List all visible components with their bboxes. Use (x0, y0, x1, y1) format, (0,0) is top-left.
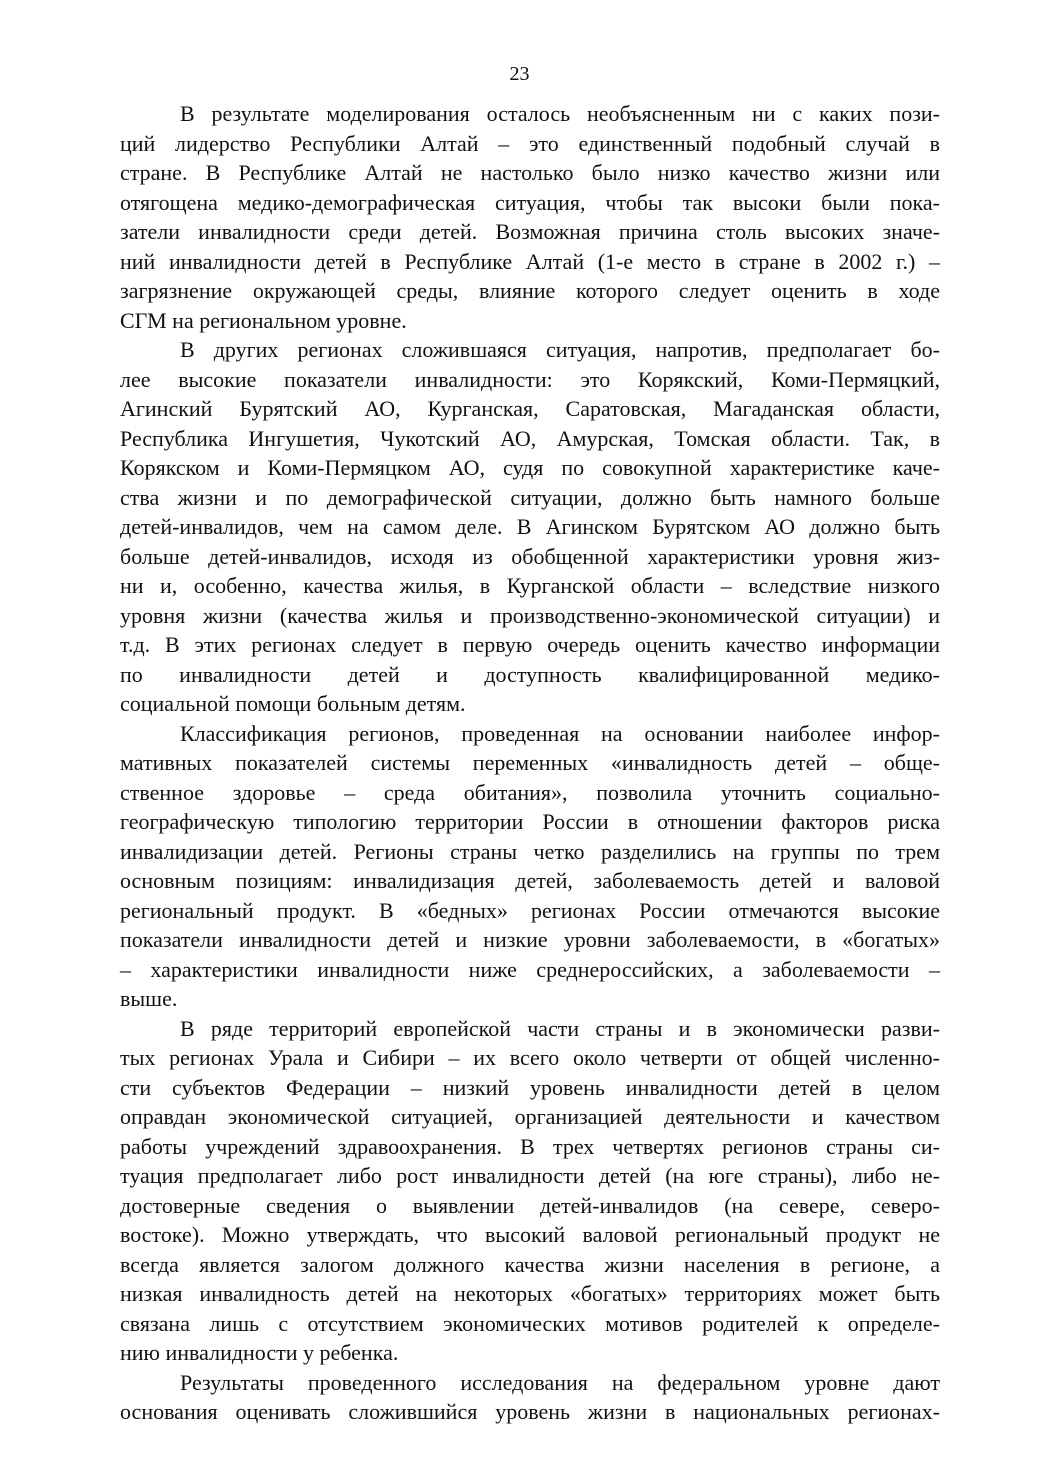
text-line: нию инвалидности у ребенка. (120, 1340, 399, 1365)
text-line: ний инвалидности детей в Республике Алтай (1-е место в стране в 2002 г.) – (120, 248, 940, 274)
paragraph (120, 719, 940, 1014)
text-line: низкая инвалидность детей на некоторых «богатых» территориях может быть (120, 1281, 940, 1306)
text-body (120, 99, 940, 1427)
text-line: больше детей-инвалидов, исходя из обобщенной характеристики уровня жиз- (120, 543, 940, 569)
text-line: затели инвалидности среди детей. Возможная причина столь высоких значе- (120, 219, 940, 244)
text-line: показатели инвалидности детей и низкие уровни заболеваемости, в «богатых» (120, 927, 940, 952)
text-line: работы учреждений здравоохранения. В трех четвертях регионов страны си- (120, 1133, 940, 1159)
text-line: В результате моделирования осталось необъясненным ни с каких пози- (180, 101, 940, 126)
text-line: отягощена медико-демографическая ситуация, чтобы так высоки были пока- (120, 189, 940, 215)
text-line: ций лидерство Республики Алтай – это единственный подобный случай в (120, 130, 940, 156)
text-line: тых регионах Урала и Сибири – их всего около четверти от общей численно- (120, 1045, 940, 1070)
text-line: основания оценивать сложившийся уровень жизни в национальных регионах- (120, 1399, 940, 1424)
page-number: 23 (509, 63, 530, 85)
text-line: основным позициям: инвалидизация детей, заболеваемость детей и валовой (120, 868, 940, 893)
text-line: т.д. В этих регионах следует в первую очередь оценить качество информации (120, 632, 940, 657)
text-line: выше. (120, 986, 178, 1011)
text-line: стране. В Республике Алтай не настолько было низко качество жизни или (120, 160, 940, 185)
text-line: сти субъектов Федерации – низкий уровень инвалидности детей в целом (120, 1074, 940, 1100)
text-line: Агинский Бурятский АО, Курганская, Саратовская, Магаданская области, (120, 396, 940, 421)
text-line: СГМ на региональном уровне. (120, 307, 407, 333)
paragraph (120, 1014, 940, 1368)
text-line: Классификация регионов, проведенная на основании наиболее инфор- (180, 720, 940, 746)
text-line: ственное здоровье – среда обитания», позволила уточнить социально- (120, 779, 940, 805)
text-line: лее высокие показатели инвалидности: это Корякский, Коми-Пермяцкий, (120, 366, 940, 392)
text-line: социальной помощи больным детям. (120, 691, 466, 716)
text-line: Республика Ингушетия, Чукотский АО, Амурская, Томская области. Так, в (120, 425, 940, 451)
text-line: В других регионах сложившаяся ситуация, напротив, предполагает бо- (180, 337, 940, 362)
text-line: Результаты проведенного исследования на федеральном уровне дают (180, 1369, 940, 1395)
text-line: – характеристики инвалидности ниже среднероссийских, а заболеваемости – (120, 956, 940, 982)
text-line: географическую типологию территории России в отношении факторов риска (120, 809, 940, 834)
text-line: инвалидизации детей. Регионы страны четко разделились на группы по трем (120, 838, 940, 864)
text-line: туация предполагает либо рост инвалидности детей (на юге страны), либо не- (120, 1163, 940, 1188)
paragraph (120, 335, 940, 719)
text-line: оправдан экономической ситуацией, организацией деятельности и качеством (120, 1104, 940, 1129)
text-line: востоке). Можно утверждать, что высокий валовой региональный продукт не (120, 1222, 940, 1247)
text-line: региональный продукт. В «бедных» регионах России отмечаются высокие (120, 897, 940, 923)
text-line: по инвалидности детей и доступность квалифицированной медико- (120, 661, 940, 687)
text-line: всегда является залогом должного качества жизни населения в регионе, а (120, 1251, 940, 1277)
paragraph (120, 1368, 940, 1427)
text-line: мативных показателей системы переменных «инвалидность детей – обще- (120, 750, 940, 775)
text-line: загрязнение окружающей среды, влияние которого следует оценить в ходе (120, 278, 940, 303)
paragraph (120, 99, 940, 335)
text-line: В ряде территорий европейской части страны и в экономически разви- (180, 1015, 940, 1041)
text-line: Корякском и Коми-Пермяцком АО, судя по совокупной характеристике каче- (120, 455, 940, 480)
text-line: достоверные сведения о выявлении детей-инвалидов (на севере, северо- (120, 1192, 940, 1218)
text-line: ни и, особенно, качества жилья, в Курганской области – вследствие низкого (120, 573, 940, 598)
text-line: связана лишь с отсутствием экономических мотивов родителей к определе- (120, 1310, 940, 1336)
text-line: детей-инвалидов, чем на самом деле. В Агинском Бурятском АО должно быть (120, 514, 940, 539)
text-line: ства жизни и по демографической ситуации, должно быть намного больше (120, 484, 940, 510)
text-line: уровня жизни (качества жилья и производственно-экономической ситуации) и (120, 602, 940, 628)
